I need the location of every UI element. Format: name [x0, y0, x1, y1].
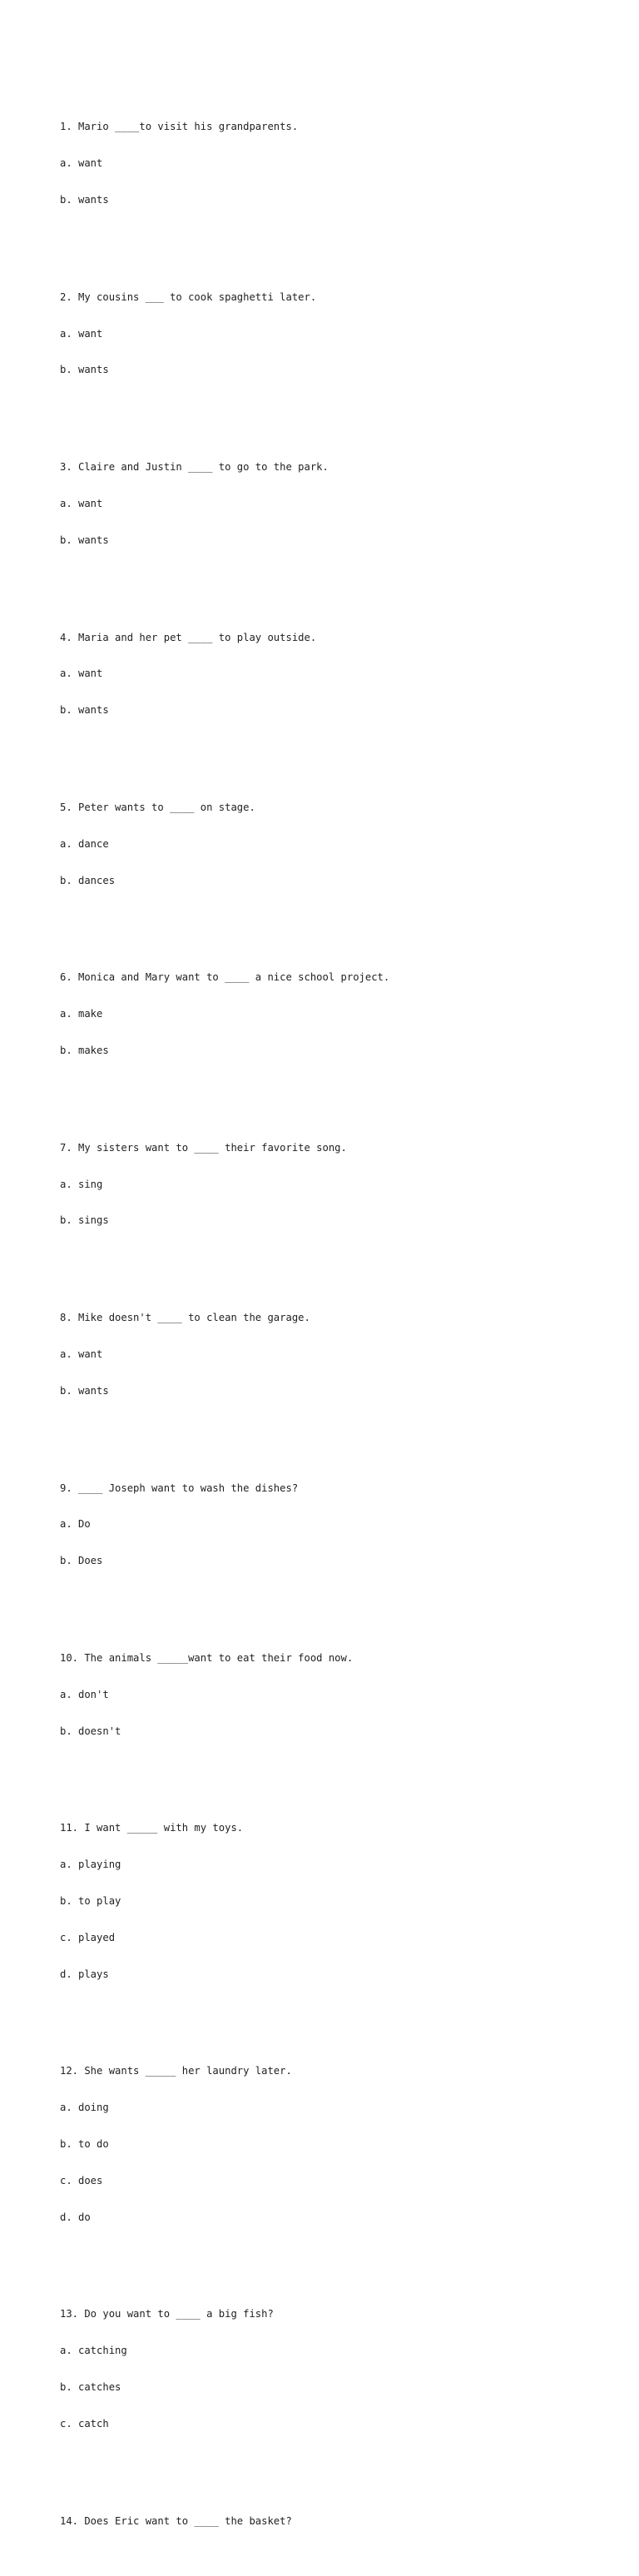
question-text: 6. Monica and Mary want to ____ a nice school project.: [60, 971, 390, 984]
option-b: b. sings: [60, 1214, 109, 1227]
question-5: [60, 777, 626, 911]
option-c: c. catch: [60, 2417, 109, 2430]
question-9: [60, 1457, 626, 1591]
option-b: b. makes: [60, 1044, 109, 1056]
option-a: a. catching: [60, 2345, 127, 2357]
question-text: 5. Peter wants to ____ on stage.: [60, 802, 255, 813]
option-b: b. catches: [60, 2380, 121, 2393]
question-text: 14. Does Eric want to ____ the basket?: [60, 2514, 292, 2527]
option-b: b. wants: [60, 364, 109, 376]
question-text: 4. Maria and her pet ____ to play outside.: [60, 631, 317, 643]
question-text: 10. The animals _____want to eat their food now.: [60, 1652, 354, 1665]
option-d: d. do: [60, 2211, 91, 2223]
option-a: a. Do: [60, 1518, 91, 1531]
option-a: a. want: [60, 327, 103, 340]
question-8: [60, 1288, 626, 1422]
option-b: b. to play: [60, 1895, 121, 1907]
option-b: b. doesn't: [60, 1725, 121, 1737]
question-3: [60, 437, 626, 571]
question-13: [60, 2284, 626, 2454]
option-a: a. doing: [60, 2102, 109, 2114]
question-text: 3. Claire and Justin ____ to go to the park.: [60, 461, 329, 474]
question-10: [60, 1628, 626, 1762]
worksheet: [60, 72, 626, 2576]
question-text: 12. She wants _____ her laundry later.: [60, 2065, 292, 2077]
option-c: c. played: [60, 1931, 116, 1943]
question-text: 9. ____ Joseph want to wash the dishes?: [60, 1482, 299, 1494]
option-a: a. playing: [60, 1859, 121, 1871]
option-a: a. want: [60, 157, 103, 170]
option-b: b. wants: [60, 1384, 109, 1397]
question-14: [60, 2490, 626, 2551]
question-text: 7. My sisters want to ____ their favorite song.: [60, 1141, 347, 1154]
question-2: [60, 267, 626, 401]
option-a: a. want: [60, 1348, 103, 1360]
option-b: b. to do: [60, 2137, 109, 2150]
option-a: a. want: [60, 668, 103, 680]
question-text: 13. Do you want to ____ a big fish?: [60, 2308, 274, 2320]
question-text: 2. My cousins ___ to cook spaghetti later.: [60, 290, 317, 303]
question-4: [60, 607, 626, 741]
option-d: d. plays: [60, 1968, 109, 1980]
option-a: a. don't: [60, 1688, 109, 1700]
option-b: b. dances: [60, 874, 116, 886]
option-b: b. wants: [60, 704, 109, 717]
option-b: b. Does: [60, 1555, 103, 1567]
question-12: [60, 2041, 626, 2247]
question-11: [60, 1798, 626, 2004]
option-a: a. want: [60, 497, 103, 509]
option-a: a. dance: [60, 837, 109, 850]
question-text: 8. Mike doesn't ____ to clean the garage.: [60, 1312, 310, 1324]
question-7: [60, 1118, 626, 1252]
option-b: b. wants: [60, 193, 109, 206]
question-text: 1. Mario ____to visit his grandparents.: [60, 121, 299, 133]
option-b: b. wants: [60, 534, 109, 546]
question-text: 11. I want _____ with my toys.: [60, 1822, 244, 1834]
question-6: [60, 947, 626, 1081]
question-1: [60, 97, 626, 231]
option-a: a. sing: [60, 1178, 103, 1190]
option-c: c. does: [60, 2174, 103, 2186]
option-a: a. make: [60, 1008, 103, 1020]
